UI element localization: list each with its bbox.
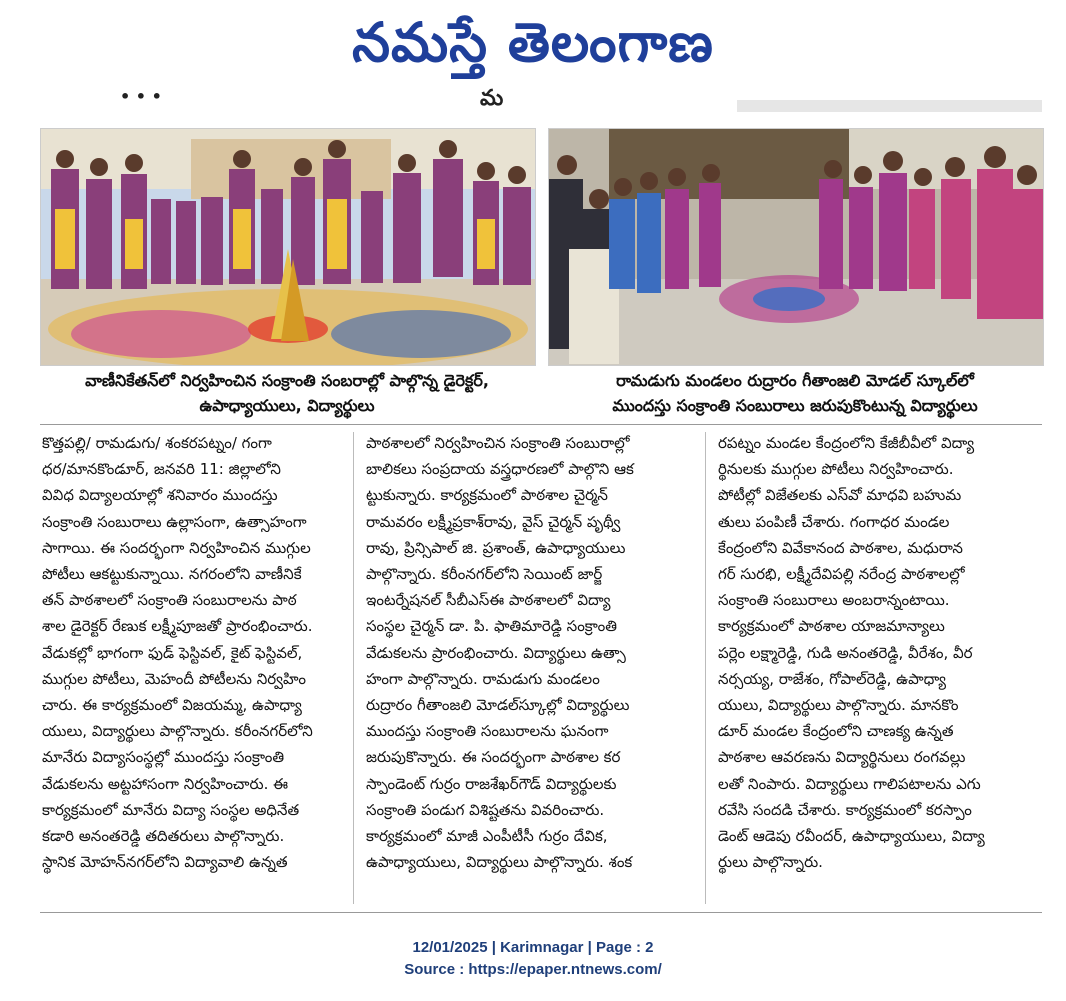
- col1-line: కడారి అనంతరెడ్డి తదితరులు పాల్గొన్నారు.: [42, 827, 285, 846]
- col2-line: ఇంటర్నేషనల్ సీబీఎస్‌ఈ పాఠశాలలో విద్యా: [366, 591, 611, 610]
- col2-line: బాలికలు సంప్రదాయ వస్త్రధారణలో పాల్గొని ఆక: [366, 460, 634, 479]
- col1-line: శాల డైరెక్టర్ రేణుక లక్ష్మీపూజతో ప్రారంభించారు.: [42, 617, 313, 636]
- caption-left-line1: వాణీనికేతన్‌లో నిర్వహించిన సంక్రాంతి సంబరాల్లో పాల్గొన్న డైరెక్టర్,: [85, 371, 489, 390]
- masthead: [0, 8, 1066, 78]
- col1-line: వేడుకలను అట్టహాసంగా నిర్వహించారు. ఈ: [42, 774, 289, 793]
- article-column-3: [718, 430, 1046, 906]
- col2-line: రామవరం లక్ష్మీప్రకాశ్‌రావు, వైస్ చైర్మన్ పృథ్వీ: [366, 512, 621, 531]
- col1-line: తన్ పాఠశాలలో సంక్రాంతి సంబురాలను పాఠ: [42, 591, 297, 610]
- column-divider: [705, 432, 706, 904]
- col2-line: ముందస్తు సంక్రాంతి సంబురాలను ఘనంగా: [366, 722, 609, 741]
- col1-line: ముగ్గుల పోటీలు, మెహందీ పోటీలను నిర్వహిం: [42, 669, 306, 688]
- col3-line: కేంద్రంలోని వివేకానంద పాఠశాల, మధురాన: [718, 538, 963, 557]
- col2-line: సంస్థల చైర్మన్ డా. పి. ఫాతిమారెడ్డి సంక్రాంతి: [366, 617, 617, 636]
- col3-line: డెంట్ ఆడెపు రవీందర్, ఉపాధ్యాయులు, విద్యా: [718, 827, 985, 846]
- headline-fragment-left: • • •: [120, 87, 162, 106]
- photo-right-graphic: [549, 129, 1043, 365]
- col1-line: మానేరు విద్యాసంస్థల్లో ముందస్తు సంక్రాంతి: [42, 748, 285, 767]
- col3-line: తులు పంపిణీ చేశారు. గంగాధర మండల: [718, 512, 950, 531]
- col2-line: హంగా పాల్గొన్నారు. రామడుగు మండలం: [366, 669, 600, 688]
- col3-line: గర్ సురభి, లక్ష్మీదేవిపల్లి నరేంద్ర పాఠశాలల్లో: [718, 565, 965, 584]
- col1-line: వివిధ విద్యాలయాల్లో శనివారం ముందస్తు: [42, 486, 278, 505]
- article-column-2: [366, 430, 694, 906]
- col3-line: పాఠశాల ఆవరణను విద్యార్థినులు రంగవల్లు: [718, 748, 966, 767]
- divider-bottom: [40, 912, 1042, 913]
- col1-line: సాగాయి. ఈ సందర్భంగా నిర్వహించిన ముగ్గుల: [42, 538, 311, 557]
- headline-strip: [40, 86, 1042, 114]
- footer-dateline: 12/01/2025 | Karimnagar | Page : 2: [412, 939, 654, 956]
- col3-line: పర్లెం లక్ష్మారెడ్డి, గుడి అనంతరెడ్డి, వీరేశం, వీర: [718, 643, 973, 662]
- col2-line: స్పాండెంట్ గుర్రం రాజశేఖర్‌గౌడ్ విద్యార్థులకు: [366, 774, 617, 793]
- photo-caption-right: [548, 368, 1042, 420]
- col2-line: వేడుకలను ప్రారంభించారు. విద్యార్థులు ఉత్సా: [366, 643, 626, 662]
- col2-line: పాల్గొన్నారు. కరీంనగర్‌లోని సెయింట్ జార్జ్: [366, 565, 603, 584]
- page-footer: [0, 937, 1066, 981]
- photo-geethanjali-school-students: [548, 128, 1044, 366]
- col3-line: లతో నింపారు. విద్యార్థులు గాలిపటాలను ఎగు: [718, 774, 981, 793]
- col3-line: పోటీల్లో విజేతలకు ఎస్‌వో మాధవి బహుమ: [718, 486, 962, 505]
- col2-line: రుద్రారం గీతాంజలి మోడల్‌స్కూల్లో విద్యార్థులు: [366, 696, 630, 715]
- col1-line: సంక్రాంతి సంబురాలు ఉల్లాసంగా, ఉత్సాహంగా: [42, 512, 307, 531]
- col1-line: వేడుకల్లో భాగంగా ఫుడ్ ఫెస్టివల్, కైట్ ఫెస్టివల్,: [42, 643, 303, 662]
- caption-right-line2: ముందస్తు సంక్రాంతి సంబురాలు జరుపుకొంటున్న విద్యార్థులు: [612, 396, 978, 415]
- photo-caption-left: [40, 368, 534, 420]
- photo-left-graphic: [41, 129, 535, 365]
- col1-line: స్థానిక మోహన్‌నగర్‌లోని విద్యావాలి ఉన్నత: [42, 853, 288, 872]
- col2-line: కార్యక్రమంలో మాజీ ఎంపీటీసీ గుర్రం దేవిక,: [366, 827, 608, 846]
- caption-right-line1: రామడుగు మండలం రుద్రారం గీతాంజలి మోడల్ స్కూల్‌లో: [616, 371, 974, 390]
- col1-line: ధర/మానకొండూర్, జనవరి 11: జిల్లాలోని: [42, 460, 281, 479]
- col3-line: రవేసి సందడి చేశారు. కార్యక్రమంలో కరస్పాం: [718, 800, 972, 819]
- col2-line: రావు, ప్రిన్సిపాల్ జి. ప్రశాంత్, ఉపాధ్యాయులు: [366, 538, 626, 557]
- photo-vaninikethan-sankranti: [40, 128, 536, 366]
- col2-line: జరుపుకొన్నారు. ఈ సందర్భంగా పాఠశాల కర: [366, 748, 621, 767]
- col1-line: పోటీలు ఆకట్టుకున్నాయి. నగరంలోని వాణీనికే: [42, 565, 302, 584]
- col2-line: ట్టుకున్నారు. కార్యక్రమంలో పాఠశాల చైర్మన్: [366, 486, 608, 505]
- col3-line: కార్యక్రమంలో పాఠశాల యాజమాన్యాలు: [718, 617, 945, 636]
- col3-line: ర్థులు పాల్గొన్నారు.: [718, 853, 823, 872]
- newspaper-title: నమస్తే తెలంగాణ: [352, 11, 714, 74]
- article-column-1: [42, 430, 342, 906]
- col3-line: నర్సయ్య, రాజేశం, గోపాల్‌రెడ్డి, ఉపాధ్యా: [718, 669, 947, 688]
- headline-shade: [737, 100, 1042, 112]
- col1-line: చారు. ఈ కార్యక్రమంలో విజయమ్మ, ఉపాధ్యా: [42, 696, 302, 715]
- col3-line: రపట్నం మండల కేంద్రంలోని కేజీబీవీలో విద్యా: [718, 434, 975, 452]
- col2-line: సంక్రాంతి పండుగ విశిష్టతను వివరించారు.: [366, 800, 605, 819]
- col3-line: యులు, విద్యార్థులు పాల్గొన్నారు. మానకొం: [718, 696, 959, 715]
- col2-line: ఉపాధ్యాయులు, విద్యార్థులు పాల్గొన్నారు. శంక: [366, 853, 633, 872]
- column-divider: [353, 432, 354, 904]
- col3-line: డూర్ మండల కేంద్రంలోని చాణక్య ఉన్నత: [718, 722, 954, 741]
- col3-line: సంక్రాంతి సంబురాలు అంబరాన్నంటాయి.: [718, 591, 950, 610]
- col2-line: పాఠశాలలో నిర్వహించిన సంక్రాంతి సంబురాల్లో: [366, 434, 630, 452]
- col1-line: కొత్తపల్లి/ రామడుగు/ శంకరపట్నం/ గంగా: [42, 434, 272, 452]
- caption-left-line2: ఉపాధ్యాయులు, విద్యార్థులు: [199, 396, 375, 415]
- col1-line: యులు, విద్యార్థులు పాల్గొన్నారు. కరీంనగర్‌లోని: [42, 722, 313, 741]
- footer-source-link[interactable]: Source : https://epaper.ntnews.com/: [404, 961, 662, 978]
- headline-fragment-right: మ: [480, 86, 504, 111]
- col3-line: ర్థినులకు ముగ్గుల పోటీలు నిర్వహించారు.: [718, 460, 954, 479]
- divider-top: [40, 424, 1042, 425]
- col1-line: కార్యక్రమంలో మానేరు విద్యా సంస్థల అధినేత: [42, 800, 300, 819]
